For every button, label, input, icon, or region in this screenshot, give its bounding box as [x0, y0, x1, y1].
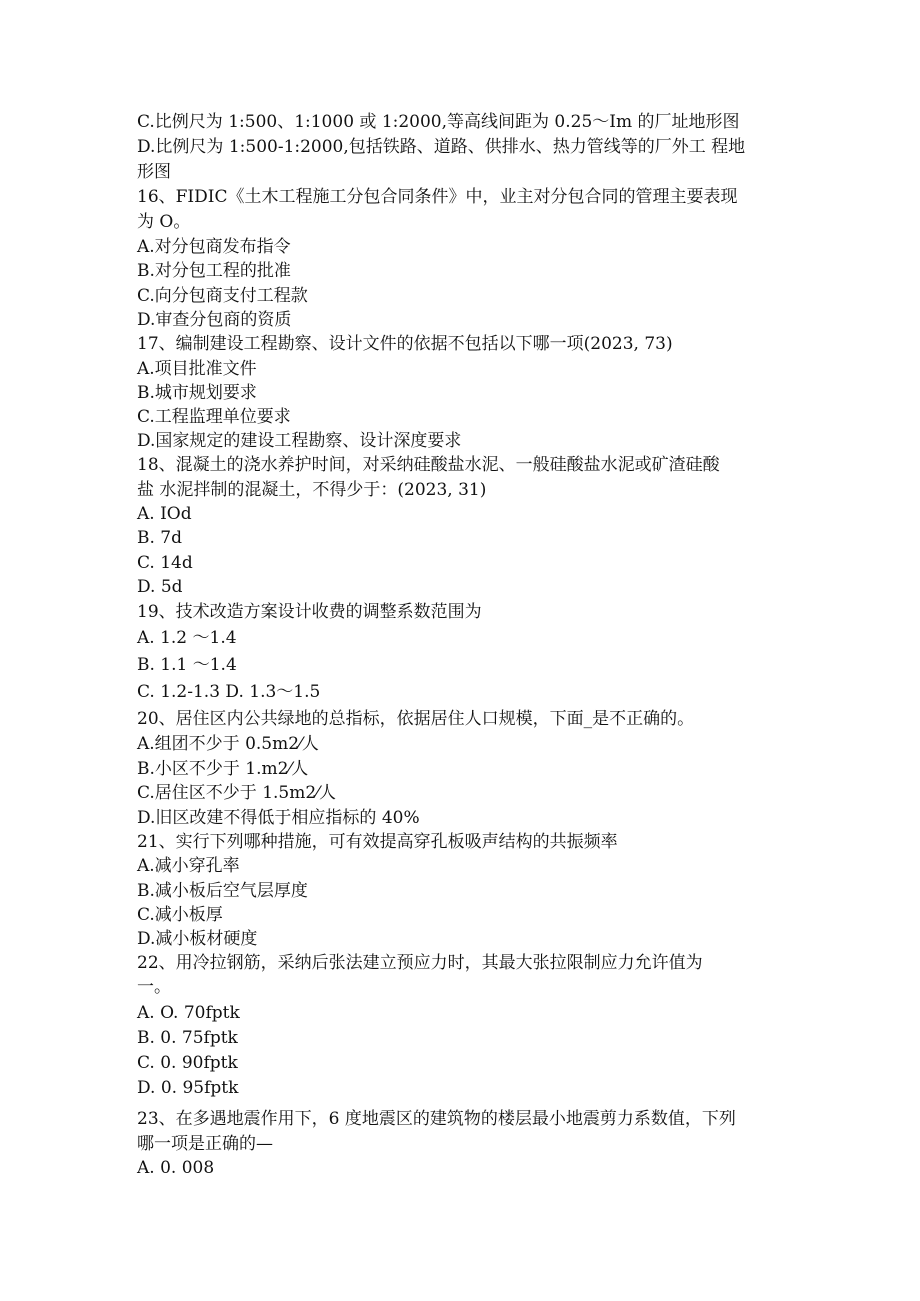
question-17: 17、编制建设工程勘察、设计文件的依据不包括以下哪一项(2023, 73) — [137, 334, 673, 354]
text-line: 一。 — [137, 977, 171, 997]
option-b: B.小区不少于 1.m2⁄人 — [137, 759, 309, 779]
option-d: D.审查分包商的资质 — [137, 310, 292, 330]
text-line: 形图 — [137, 162, 171, 182]
text-line: C.比例尺为 1:500、1:1000 或 1:2000,等高线间距为 0.25～Im 的厂址地形图 — [137, 112, 740, 132]
option-d: D.减小板材硬度 — [137, 929, 258, 949]
text-line: 哪一项是正确的— — [137, 1134, 273, 1154]
option-a: A. IOd — [137, 504, 192, 524]
option-a: A. 1.2 ～1.4 — [137, 628, 237, 648]
option-b: B. 0. 75fptk — [137, 1028, 238, 1048]
option-a: A.对分包商发布指令 — [137, 237, 291, 257]
question-18: 18、混凝土的浇水养护时间，对采纳硅酸盐水泥、一般硅酸盐水泥或矿渣硅酸 — [137, 455, 720, 475]
option-d: D.国家规定的建设工程勘察、设计深度要求 — [137, 431, 462, 451]
question-23: 23、在多遇地震作用下，6 度地震区的建筑物的楼层最小地震剪力系数值，下列 — [137, 1109, 736, 1129]
question-22: 22、用冷拉钢筋，采纳后张法建立预应力时，其最大张拉限制应力允许值为 — [137, 953, 703, 973]
option-d: D.旧区改建不得低于相应指标的 40% — [137, 808, 420, 828]
text-line: D.比例尺为 1:500-1:2000,包括铁路、道路、供排水、热力管线等的厂外工 程地 — [137, 137, 746, 157]
question-20: 20、居住区内公共绿地的总指标，依据居住人口规模，下面_是不正确的。 — [137, 709, 695, 729]
option-c: C.工程监理单位要求 — [137, 407, 291, 427]
option-b: B.减小板后空气层厚度 — [137, 881, 308, 901]
option-b: B. 7d — [137, 528, 182, 548]
option-b: B.城市规划要求 — [137, 383, 257, 403]
option-c: C. 0. 90fptk — [137, 1053, 238, 1073]
option-c: C. 14d — [137, 553, 193, 573]
option-d: D. 5d — [137, 577, 183, 597]
option-b: B.对分包工程的批准 — [137, 261, 291, 281]
option-c: C.居住区不少于 1.5m2⁄人 — [137, 783, 337, 803]
option-c: C.减小板厚 — [137, 905, 223, 925]
option-a: A.项目批准文件 — [137, 359, 257, 379]
question-16: 16、FIDIC《土木工程施工分包合同条件》中，业主对分包合同的管理主要表现 — [137, 187, 738, 207]
option-b: B. 1.1 ～1.4 — [137, 655, 237, 675]
option-d: D. 0. 95fptk — [137, 1078, 239, 1098]
option-a: A. 0. 008 — [137, 1158, 215, 1178]
text-line: 盐 水泥拌制的混凝土，不得少于：(2023, 31) — [137, 480, 487, 500]
option-c: C. 1.2-1.3 D. 1.3～1.5 — [137, 682, 321, 702]
option-a: A.组团不少于 0.5m2⁄人 — [137, 734, 319, 754]
question-21: 21、实行下列哪种措施，可有效提高穿孔板吸声结构的共振频率 — [137, 832, 618, 852]
question-19: 19、技术改造方案设计收费的调整系数范围为 — [137, 602, 482, 622]
option-a: A.减小穿孔率 — [137, 856, 240, 876]
text-line: 为 O。 — [137, 212, 191, 232]
option-a: A. O. 70fptk — [137, 1003, 240, 1023]
option-c: C.向分包商支付工程款 — [137, 286, 308, 306]
